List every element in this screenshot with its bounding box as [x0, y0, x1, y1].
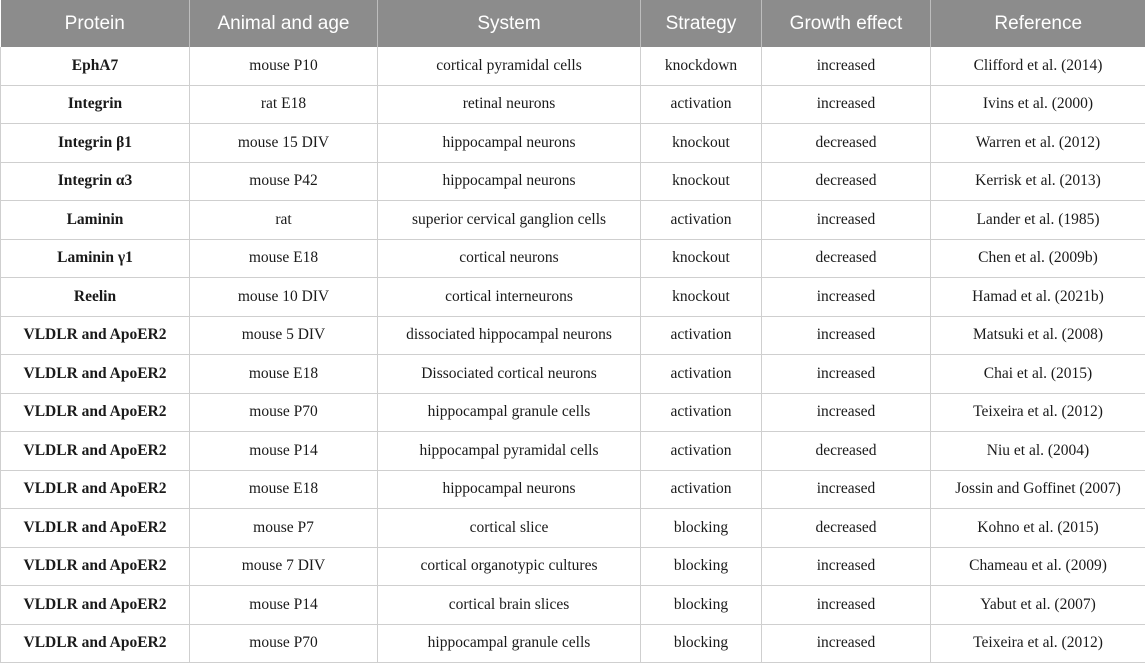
cell-growth-effect: increased	[762, 470, 931, 509]
cell-animal-age: rat E18	[190, 85, 378, 124]
table-row	[1, 432, 1145, 471]
table-body	[1, 47, 1145, 663]
cell-reference: Matsuki et al. (2008)	[931, 316, 1145, 355]
cell-protein: Integrin α3	[1, 162, 190, 201]
cell-animal-age: mouse P7	[190, 509, 378, 548]
cell-system: hippocampal granule cells	[378, 393, 641, 432]
table-row	[1, 509, 1145, 548]
cell-animal-age: mouse 7 DIV	[190, 547, 378, 586]
cell-animal-age: mouse P70	[190, 624, 378, 663]
cell-protein: VLDLR and ApoER2	[1, 432, 190, 471]
cell-system: Dissociated cortical neurons	[378, 355, 641, 394]
table-row	[1, 85, 1145, 124]
cell-reference: Chen et al. (2009b)	[931, 239, 1145, 278]
header-strategy: Strategy	[641, 0, 762, 47]
cell-reference: Teixeira et al. (2012)	[931, 393, 1145, 432]
cell-protein: Integrin β1	[1, 124, 190, 163]
table-row	[1, 162, 1145, 201]
cell-growth-effect: decreased	[762, 509, 931, 548]
cell-animal-age: mouse E18	[190, 470, 378, 509]
cell-animal-age: mouse P42	[190, 162, 378, 201]
table-header	[1, 0, 1145, 47]
cell-reference: Kerrisk et al. (2013)	[931, 162, 1145, 201]
table-row	[1, 201, 1145, 240]
cell-strategy: activation	[641, 393, 762, 432]
cell-system: retinal neurons	[378, 85, 641, 124]
header-reference: Reference	[931, 0, 1145, 47]
cell-reference: Yabut et al. (2007)	[931, 586, 1145, 625]
cell-protein: EphA7	[1, 47, 190, 85]
cell-animal-age: mouse P70	[190, 393, 378, 432]
cell-protein: VLDLR and ApoER2	[1, 393, 190, 432]
cell-growth-effect: increased	[762, 393, 931, 432]
cell-system: cortical organotypic cultures	[378, 547, 641, 586]
cell-strategy: activation	[641, 85, 762, 124]
cell-protein: Reelin	[1, 278, 190, 317]
cell-system: hippocampal neurons	[378, 162, 641, 201]
cell-system: cortical pyramidal cells	[378, 47, 641, 85]
cell-growth-effect: increased	[762, 586, 931, 625]
cell-reference: Jossin and Goffinet (2007)	[931, 470, 1145, 509]
cell-animal-age: rat	[190, 201, 378, 240]
cell-strategy: activation	[641, 201, 762, 240]
cell-reference: Clifford et al. (2014)	[931, 47, 1145, 85]
table-row	[1, 47, 1145, 85]
cell-strategy: knockout	[641, 239, 762, 278]
cell-protein: VLDLR and ApoER2	[1, 316, 190, 355]
cell-animal-age: mouse P14	[190, 432, 378, 471]
cell-strategy: activation	[641, 316, 762, 355]
cell-growth-effect: increased	[762, 316, 931, 355]
cell-animal-age: mouse P14	[190, 586, 378, 625]
cell-growth-effect: increased	[762, 624, 931, 663]
cell-system: hippocampal neurons	[378, 124, 641, 163]
header-row	[1, 0, 1145, 47]
cell-reference: Ivins et al. (2000)	[931, 85, 1145, 124]
table-row	[1, 124, 1145, 163]
cell-strategy: activation	[641, 470, 762, 509]
cell-growth-effect: increased	[762, 547, 931, 586]
cell-reference: Niu et al. (2004)	[931, 432, 1145, 471]
cell-system: hippocampal granule cells	[378, 624, 641, 663]
cell-protein: VLDLR and ApoER2	[1, 355, 190, 394]
cell-strategy: blocking	[641, 509, 762, 548]
cell-growth-effect: increased	[762, 201, 931, 240]
cell-animal-age: mouse 5 DIV	[190, 316, 378, 355]
cell-protein: VLDLR and ApoER2	[1, 547, 190, 586]
cell-strategy: blocking	[641, 547, 762, 586]
cell-reference: Lander et al. (1985)	[931, 201, 1145, 240]
cell-reference: Hamad et al. (2021b)	[931, 278, 1145, 317]
cell-strategy: knockout	[641, 162, 762, 201]
cell-system: cortical slice	[378, 509, 641, 548]
cell-protein: VLDLR and ApoER2	[1, 586, 190, 625]
cell-animal-age: mouse E18	[190, 355, 378, 394]
cell-reference: Chai et al. (2015)	[931, 355, 1145, 394]
header-animal-age: Animal and age	[190, 0, 378, 47]
cell-strategy: activation	[641, 355, 762, 394]
cell-reference: Kohno et al. (2015)	[931, 509, 1145, 548]
cell-protein: VLDLR and ApoER2	[1, 509, 190, 548]
cell-system: hippocampal neurons	[378, 470, 641, 509]
cell-reference: Warren et al. (2012)	[931, 124, 1145, 163]
cell-growth-effect: increased	[762, 85, 931, 124]
table-row	[1, 624, 1145, 663]
header-growth-effect: Growth effect	[762, 0, 931, 47]
cell-system: cortical brain slices	[378, 586, 641, 625]
cell-system: dissociated hippocampal neurons	[378, 316, 641, 355]
cell-animal-age: mouse E18	[190, 239, 378, 278]
cell-strategy: blocking	[641, 624, 762, 663]
table-row	[1, 316, 1145, 355]
header-system: System	[378, 0, 641, 47]
table-row	[1, 278, 1145, 317]
cell-animal-age: mouse P10	[190, 47, 378, 85]
table-row	[1, 393, 1145, 432]
table-row	[1, 586, 1145, 625]
cell-growth-effect: increased	[762, 278, 931, 317]
cell-strategy: knockout	[641, 278, 762, 317]
table-row	[1, 470, 1145, 509]
table-row	[1, 355, 1145, 394]
cell-protein: VLDLR and ApoER2	[1, 624, 190, 663]
cell-strategy: knockout	[641, 124, 762, 163]
cell-strategy: blocking	[641, 586, 762, 625]
cell-reference: Teixeira et al. (2012)	[931, 624, 1145, 663]
cell-growth-effect: decreased	[762, 239, 931, 278]
cell-strategy: activation	[641, 432, 762, 471]
cell-growth-effect: increased	[762, 355, 931, 394]
cell-growth-effect: decreased	[762, 162, 931, 201]
cell-system: cortical neurons	[378, 239, 641, 278]
cell-growth-effect: decreased	[762, 432, 931, 471]
cell-animal-age: mouse 10 DIV	[190, 278, 378, 317]
cell-protein: Integrin	[1, 85, 190, 124]
cell-reference: Chameau et al. (2009)	[931, 547, 1145, 586]
cell-system: hippocampal pyramidal cells	[378, 432, 641, 471]
cell-growth-effect: increased	[762, 47, 931, 85]
header-protein: Protein	[1, 0, 190, 47]
cell-protein: VLDLR and ApoER2	[1, 470, 190, 509]
cell-protein: Laminin γ1	[1, 239, 190, 278]
cell-strategy: knockdown	[641, 47, 762, 85]
cell-system: superior cervical ganglion cells	[378, 201, 641, 240]
cell-system: cortical interneurons	[378, 278, 641, 317]
table-row	[1, 239, 1145, 278]
cell-protein: Laminin	[1, 201, 190, 240]
table-row	[1, 547, 1145, 586]
cell-growth-effect: decreased	[762, 124, 931, 163]
cell-animal-age: mouse 15 DIV	[190, 124, 378, 163]
